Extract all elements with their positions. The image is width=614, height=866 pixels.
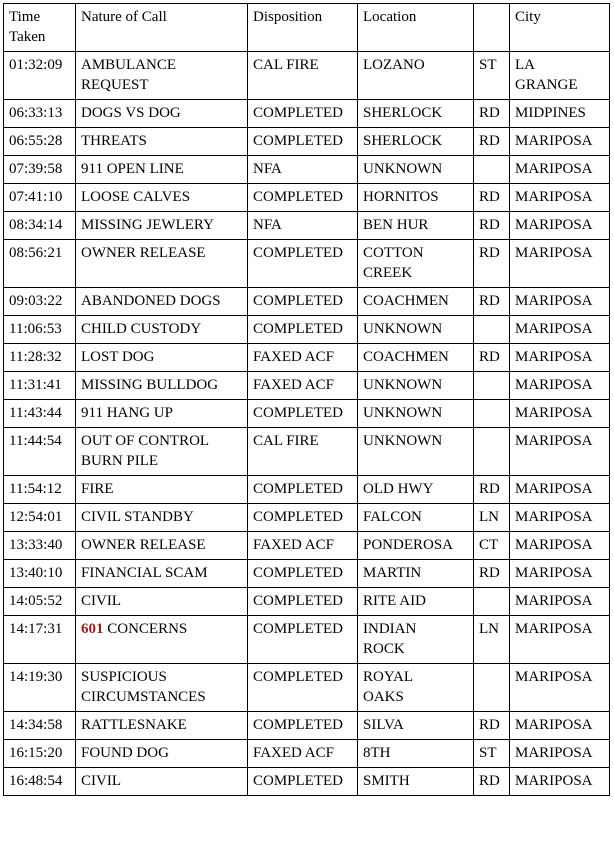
cell-nature: AMBULANCE REQUEST <box>76 52 248 100</box>
cell-disposition: COMPLETED <box>248 316 358 344</box>
cell-time: 14:19:30 <box>4 664 76 712</box>
header-suffix <box>474 4 510 52</box>
cell-time: 11:28:32 <box>4 344 76 372</box>
cell-time: 16:15:20 <box>4 740 76 768</box>
call-log-body <box>4 52 610 796</box>
cell-nature: OWNER RELEASE <box>76 532 248 560</box>
cell-nature: LOOSE CALVES <box>76 184 248 212</box>
cell-nature: 911 HANG UP <box>76 400 248 428</box>
table-row <box>4 768 610 796</box>
table-row <box>4 240 610 288</box>
call-log-table <box>3 3 610 796</box>
cell-disposition: COMPLETED <box>248 184 358 212</box>
table-row <box>4 288 610 316</box>
cell-city: MARIPOSA <box>510 740 610 768</box>
cell-disposition: COMPLETED <box>248 616 358 664</box>
cell-location: OLD HWY <box>358 476 474 504</box>
header-disposition: Disposition <box>248 4 358 52</box>
cell-location: UNKNOWN <box>358 372 474 400</box>
cell-disposition: COMPLETED <box>248 768 358 796</box>
cell-location: COACHMEN <box>358 344 474 372</box>
table-row <box>4 128 610 156</box>
table-row <box>4 560 610 588</box>
cell-time: 11:31:41 <box>4 372 76 400</box>
cell-disposition: FAXED ACF <box>248 344 358 372</box>
cell-disposition: FAXED ACF <box>248 740 358 768</box>
cell-disposition: FAXED ACF <box>248 532 358 560</box>
cell-city: MARIPOSA <box>510 768 610 796</box>
cell-disposition: FAXED ACF <box>248 372 358 400</box>
table-row <box>4 504 610 532</box>
header-nature: Nature of Call <box>76 4 248 52</box>
table-row <box>4 52 610 100</box>
cell-time: 13:40:10 <box>4 560 76 588</box>
cell-nature: DOGS VS DOG <box>76 100 248 128</box>
cell-city: MIDPINES <box>510 100 610 128</box>
cell-disposition: COMPLETED <box>248 288 358 316</box>
table-row <box>4 100 610 128</box>
table-row <box>4 344 610 372</box>
cell-time: 06:55:28 <box>4 128 76 156</box>
cell-time: 07:41:10 <box>4 184 76 212</box>
cell-nature: OWNER RELEASE <box>76 240 248 288</box>
cell-suffix: RD <box>474 560 510 588</box>
nature-text: CONCERNS <box>103 621 188 637</box>
cell-time: 11:44:54 <box>4 428 76 476</box>
cell-time: 08:34:14 <box>4 212 76 240</box>
table-row <box>4 316 610 344</box>
cell-location: SHERLOCK <box>358 128 474 156</box>
cell-suffix: RD <box>474 288 510 316</box>
cell-location: SMITH <box>358 768 474 796</box>
cell-location: 8TH <box>358 740 474 768</box>
cell-city: MARIPOSA <box>510 664 610 712</box>
cell-location: UNKNOWN <box>358 316 474 344</box>
cell-disposition: COMPLETED <box>248 400 358 428</box>
cell-time: 14:05:52 <box>4 588 76 616</box>
cell-suffix: LN <box>474 616 510 664</box>
cell-suffix: RD <box>474 712 510 740</box>
cell-disposition: NFA <box>248 156 358 184</box>
cell-location: MARTIN <box>358 560 474 588</box>
cell-suffix: RD <box>474 184 510 212</box>
cell-location: PONDEROSA <box>358 532 474 560</box>
cell-city: MARIPOSA <box>510 240 610 288</box>
table-row <box>4 588 610 616</box>
cell-suffix <box>474 664 510 712</box>
table-row <box>4 664 610 712</box>
cell-suffix: RD <box>474 240 510 288</box>
cell-nature: CHILD CUSTODY <box>76 316 248 344</box>
cell-suffix <box>474 588 510 616</box>
cell-location: COACHMEN <box>358 288 474 316</box>
cell-time: 06:33:13 <box>4 100 76 128</box>
cell-suffix: RD <box>474 100 510 128</box>
cell-suffix: ST <box>474 740 510 768</box>
cell-location: ROYAL OAKS <box>358 664 474 712</box>
cell-nature: 911 OPEN LINE <box>76 156 248 184</box>
cell-location: SHERLOCK <box>358 100 474 128</box>
cell-disposition: COMPLETED <box>248 560 358 588</box>
table-row <box>4 372 610 400</box>
cell-city: MARIPOSA <box>510 212 610 240</box>
table-row <box>4 212 610 240</box>
table-row <box>4 532 610 560</box>
table-row <box>4 428 610 476</box>
cell-city: MARIPOSA <box>510 128 610 156</box>
highlight-code: 601 <box>81 621 104 637</box>
cell-city: MARIPOSA <box>510 400 610 428</box>
cell-disposition: COMPLETED <box>248 128 358 156</box>
cell-disposition: COMPLETED <box>248 476 358 504</box>
cell-location: LOZANO <box>358 52 474 100</box>
cell-city: MARIPOSA <box>510 504 610 532</box>
cell-city: MARIPOSA <box>510 560 610 588</box>
cell-time: 07:39:58 <box>4 156 76 184</box>
cell-time: 11:06:53 <box>4 316 76 344</box>
cell-disposition: NFA <box>248 212 358 240</box>
cell-suffix: RD <box>474 128 510 156</box>
table-row <box>4 476 610 504</box>
cell-time: 08:56:21 <box>4 240 76 288</box>
cell-location: COTTON CREEK <box>358 240 474 288</box>
cell-time: 14:17:31 <box>4 616 76 664</box>
cell-city: MARIPOSA <box>510 428 610 476</box>
cell-time: 13:33:40 <box>4 532 76 560</box>
cell-nature: CIVIL STANDBY <box>76 504 248 532</box>
cell-city: MARIPOSA <box>510 532 610 560</box>
cell-suffix <box>474 400 510 428</box>
cell-city: MARIPOSA <box>510 372 610 400</box>
cell-nature: MISSING BULLDOG <box>76 372 248 400</box>
cell-nature: CIVIL <box>76 588 248 616</box>
cell-suffix <box>474 372 510 400</box>
cell-nature: ABANDONED DOGS <box>76 288 248 316</box>
cell-city: MARIPOSA <box>510 712 610 740</box>
table-row <box>4 156 610 184</box>
header-city: City <box>510 4 610 52</box>
header-row <box>4 4 610 52</box>
table-row <box>4 712 610 740</box>
cell-city: LA GRANGE <box>510 52 610 100</box>
table-row <box>4 400 610 428</box>
cell-suffix: RD <box>474 344 510 372</box>
cell-nature: MISSING JEWLERY <box>76 212 248 240</box>
cell-city: MARIPOSA <box>510 616 610 664</box>
cell-time: 14:34:58 <box>4 712 76 740</box>
cell-suffix: RD <box>474 768 510 796</box>
table-row <box>4 740 610 768</box>
cell-city: MARIPOSA <box>510 316 610 344</box>
header-time: Time Taken <box>4 4 76 52</box>
cell-suffix <box>474 428 510 476</box>
cell-nature: FOUND DOG <box>76 740 248 768</box>
cell-nature: FIRE <box>76 476 248 504</box>
cell-nature: LOST DOG <box>76 344 248 372</box>
cell-disposition: COMPLETED <box>248 240 358 288</box>
cell-location: BEN HUR <box>358 212 474 240</box>
cell-city: MARIPOSA <box>510 344 610 372</box>
cell-time: 09:03:22 <box>4 288 76 316</box>
cell-location: SILVA <box>358 712 474 740</box>
cell-city: MARIPOSA <box>510 288 610 316</box>
cell-nature: SUSPICIOUS CIRCUMSTANCES <box>76 664 248 712</box>
cell-disposition: COMPLETED <box>248 712 358 740</box>
cell-nature <box>76 616 248 664</box>
cell-time: 01:32:09 <box>4 52 76 100</box>
cell-time: 11:54:12 <box>4 476 76 504</box>
cell-location: INDIAN ROCK <box>358 616 474 664</box>
cell-city: MARIPOSA <box>510 156 610 184</box>
cell-suffix: LN <box>474 504 510 532</box>
cell-disposition: COMPLETED <box>248 100 358 128</box>
cell-location: UNKNOWN <box>358 156 474 184</box>
cell-city: MARIPOSA <box>510 588 610 616</box>
cell-location: UNKNOWN <box>358 400 474 428</box>
cell-disposition: COMPLETED <box>248 504 358 532</box>
table-row <box>4 616 610 664</box>
cell-time: 12:54:01 <box>4 504 76 532</box>
cell-disposition: COMPLETED <box>248 664 358 712</box>
cell-location: UNKNOWN <box>358 428 474 476</box>
header-location: Location <box>358 4 474 52</box>
cell-city: MARIPOSA <box>510 476 610 504</box>
cell-nature: RATTLESNAKE <box>76 712 248 740</box>
cell-nature: FINANCIAL SCAM <box>76 560 248 588</box>
cell-time: 11:43:44 <box>4 400 76 428</box>
cell-nature: CIVIL <box>76 768 248 796</box>
cell-disposition: CAL FIRE <box>248 52 358 100</box>
cell-suffix: RD <box>474 212 510 240</box>
cell-disposition: CAL FIRE <box>248 428 358 476</box>
cell-disposition: COMPLETED <box>248 588 358 616</box>
cell-nature: THREATS <box>76 128 248 156</box>
cell-location: FALCON <box>358 504 474 532</box>
cell-suffix: CT <box>474 532 510 560</box>
table-row <box>4 184 610 212</box>
cell-suffix: ST <box>474 52 510 100</box>
cell-suffix: RD <box>474 476 510 504</box>
cell-time: 16:48:54 <box>4 768 76 796</box>
cell-location: RITE AID <box>358 588 474 616</box>
cell-suffix <box>474 316 510 344</box>
cell-suffix <box>474 156 510 184</box>
cell-location: HORNITOS <box>358 184 474 212</box>
cell-city: MARIPOSA <box>510 184 610 212</box>
cell-nature: OUT OF CONTROL BURN PILE <box>76 428 248 476</box>
